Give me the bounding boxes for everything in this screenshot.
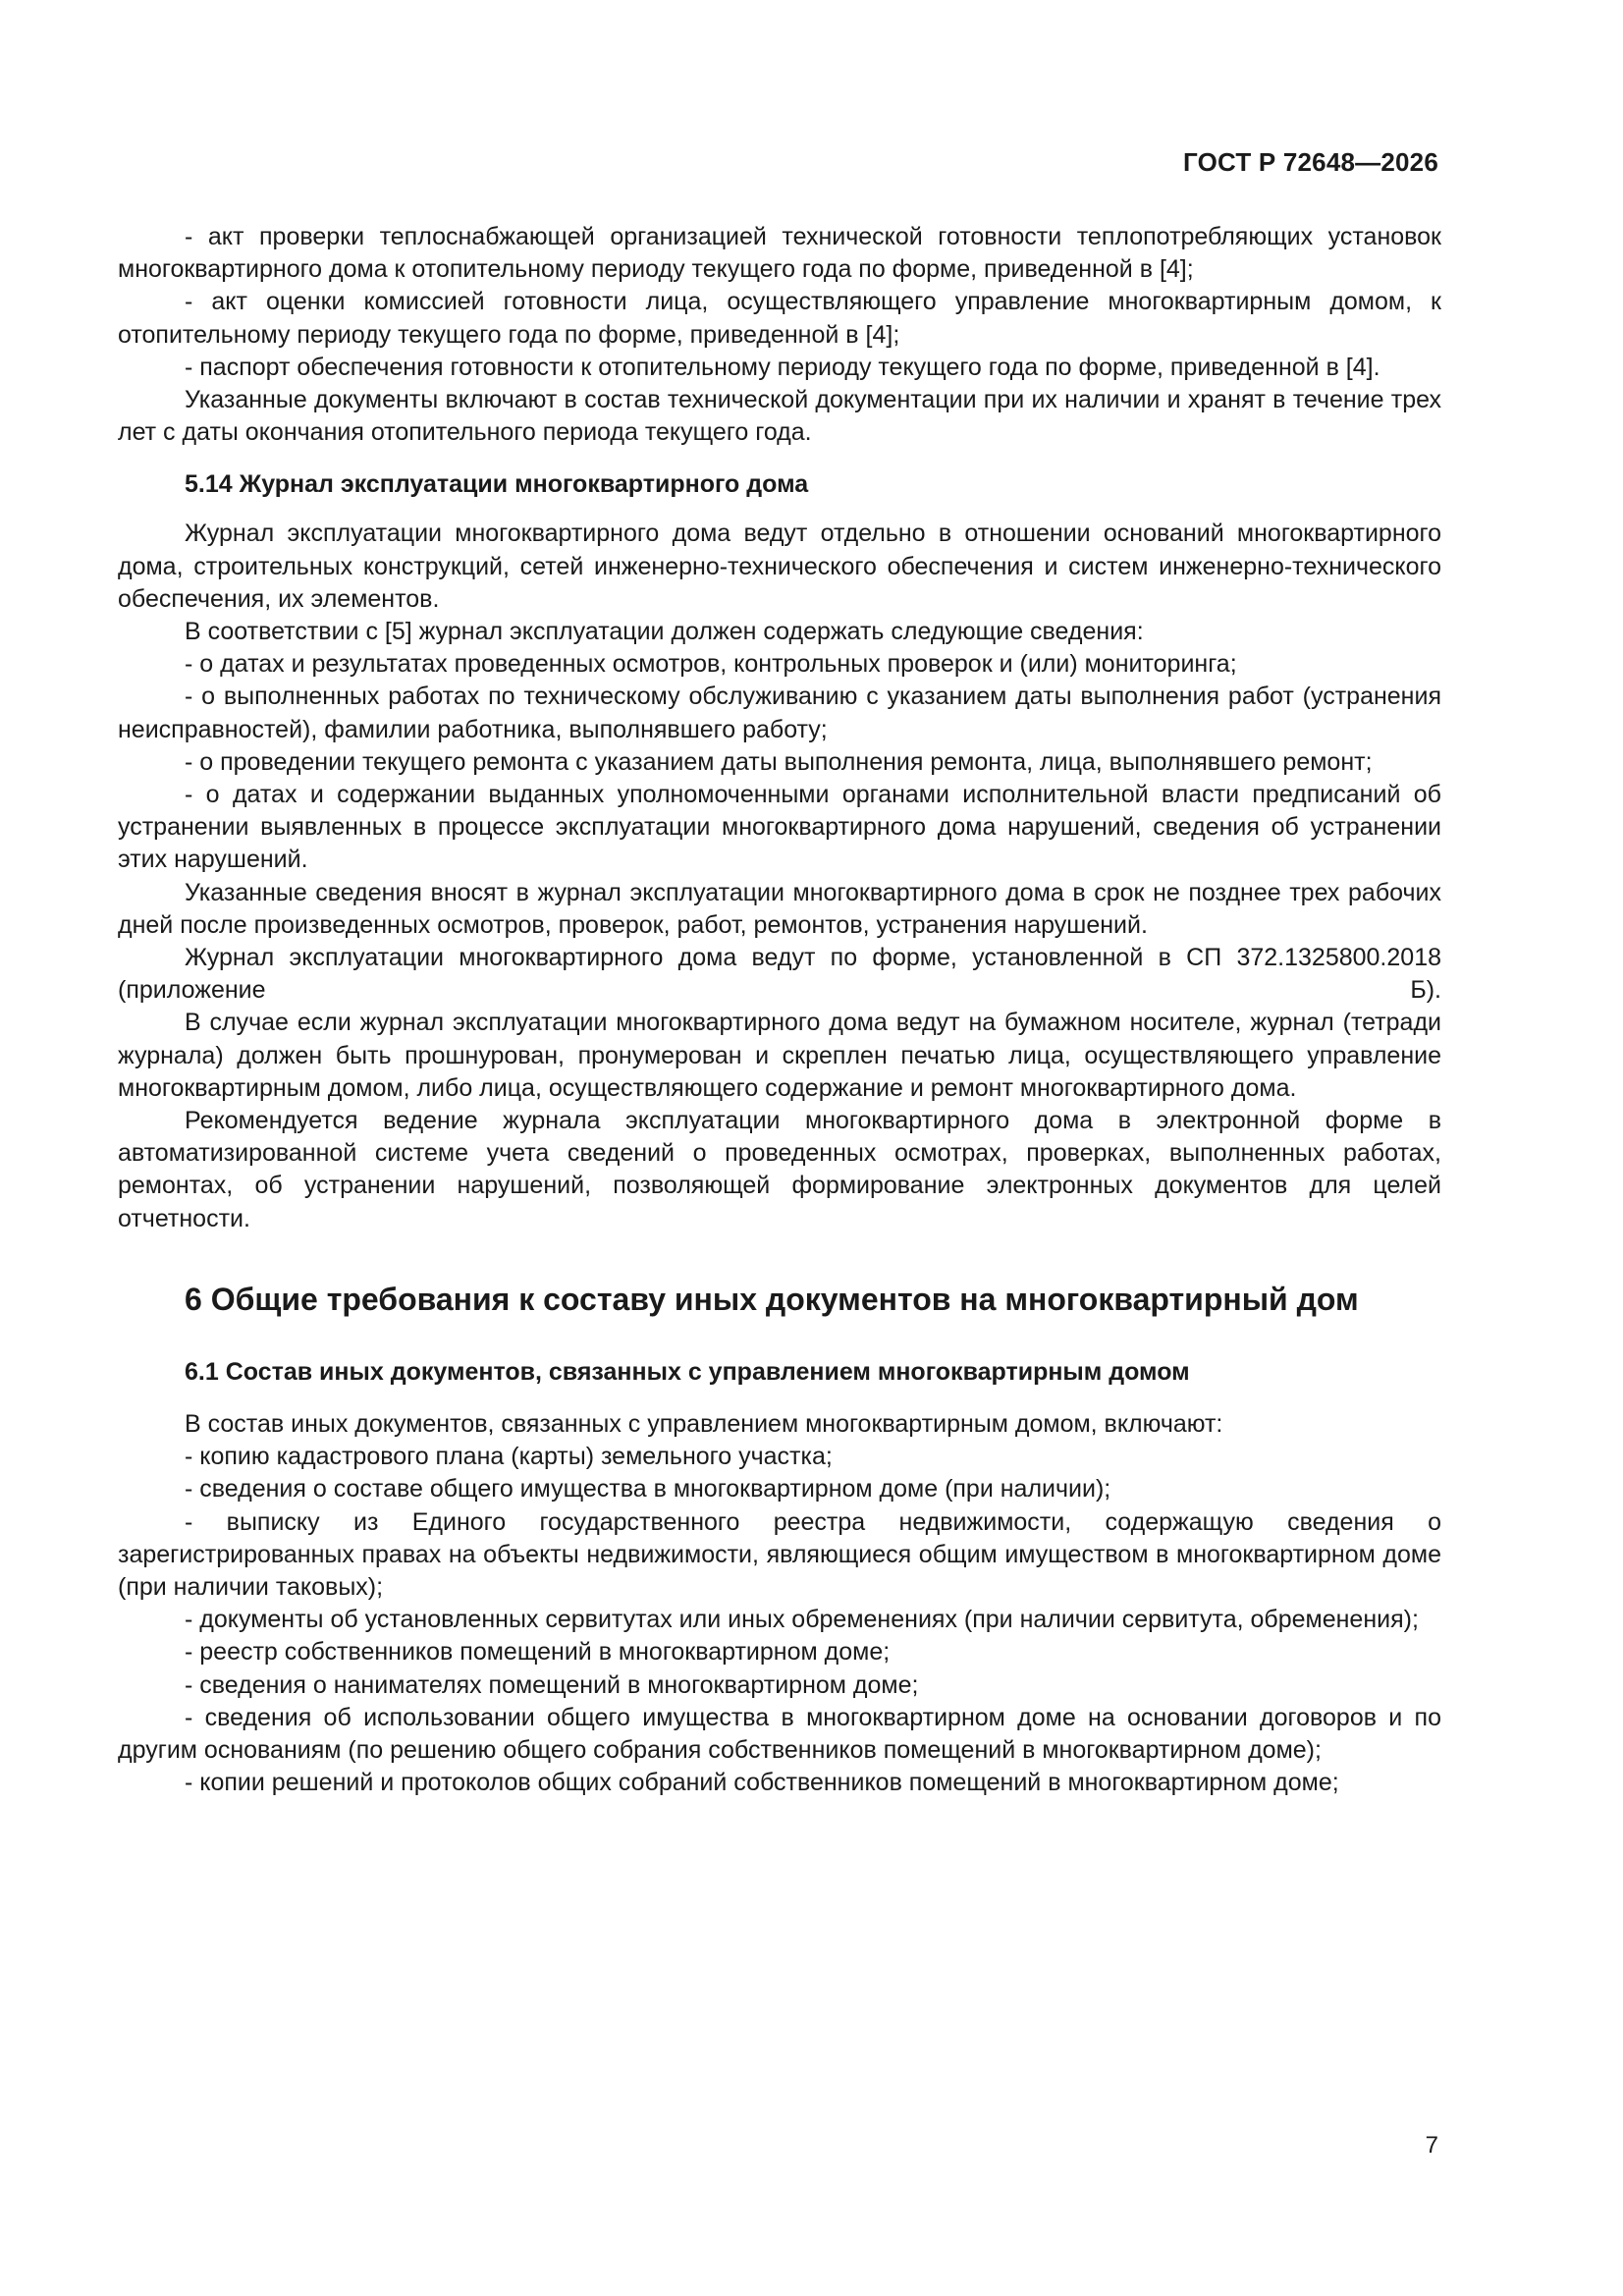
paragraph: В соответствии с [5] журнал эксплуатации должен содержать следующие сведения: xyxy=(185,618,1144,646)
list-item: - документы об установленных сервитутах или иных обременениях (при наличии сервитута, обременения); xyxy=(185,1606,1419,1634)
section-heading-6: 6 Общие требования к составу иных документов на многоквартирный дом xyxy=(185,1281,1359,1317)
list-item: - копии решений и протоколов общих собраний собственников помещений в многоквартирном доме; xyxy=(185,1769,1339,1797)
list-item: - сведения о составе общего имущества в многоквартирном доме (при наличии); xyxy=(185,1475,1111,1503)
list-item: - реестр собственников помещений в многоквартирном доме; xyxy=(185,1638,891,1667)
section-heading-6-1: 6.1 Состав иных документов, связанных с управлением многоквартирным домом xyxy=(185,1357,1190,1386)
paragraph: Рекомендуется ведение журнала эксплуатации многоквартирного дома в электронной форме в автоматизированной системе учета сведений о проведенных осмотрах, проверках, выполненных работах, ремонтах, об устранении нарушений, позволяющей формирование электронных документов для целей отчетности. xyxy=(118,1107,1441,1232)
list-item: - о датах и результатах проведенных осмотров, контрольных проверок и (или) мониторинга; xyxy=(185,650,1237,679)
list-item: - паспорт обеспечения готовности к отопительному периоду текущего года по форме, приведенной в [4]. xyxy=(185,353,1380,381)
list-item: - копию кадастрового плана (карты) земельного участка; xyxy=(185,1443,833,1471)
list-item: - выписку из Единого государственного реестра недвижимости, содержащую сведения о зарегистрированных правах на объекты недвижимости, являющиеся общим имуществом в многоквартирном доме (при наличии таковых); xyxy=(118,1507,1441,1601)
list-item: - о датах и содержании выданных уполномоченными органами исполнительной власти предписаний об устранении выявленных в процессе эксплуатации многоквартирного дома нарушений, сведения об устранении этих нарушений. xyxy=(118,781,1441,874)
list-item: - акт оценки комиссией готовности лица, осуществляющего управление многоквартирным домом, к отопительному периоду текущего года по форме, приведенной в [4]; xyxy=(118,288,1441,349)
document-code-header: ГОСТ Р 72648—2026 xyxy=(1183,147,1438,177)
list-item: - акт проверки теплоснабжающей организацией технической готовности теплопотребляющих установок многоквартирного дома к отопительному периоду текущего года по форме, приведенной в [4]; xyxy=(118,223,1441,284)
paragraph: Журнал эксплуатации многоквартирного дома ведут по форме, установленной в СП 372.1325800.2018 (приложение Б). xyxy=(118,944,1441,1005)
paragraph: Указанные сведения вносят в журнал эксплуатации многоквартирного дома в срок не позднее трех рабочих дней после произведенных осмотров, проверок, работ, ремонтов, устранения нарушений. xyxy=(118,878,1441,939)
paragraph: Указанные документы включают в состав технической документации при их наличии и хранят в течение трех лет с даты окончания отопительного периода текущего года. xyxy=(118,386,1441,447)
list-item: - сведения об использовании общего имущества в многоквартирном доме на основании договоров и по другим основаниям (по решению общего собрания собственников помещений в многоквартирном доме); xyxy=(118,1703,1441,1764)
page-content xyxy=(118,221,1441,1799)
section-heading-5-14: 5.14 Журнал эксплуатации многоквартирного дома xyxy=(185,470,809,499)
list-item: - о выполненных работах по техническому обслуживанию с указанием даты выполнения работ (устранения неисправностей), фамилии работника, выполнявшего работу; xyxy=(118,683,1441,743)
paragraph: Журнал эксплуатации многоквартирного дома ведут отдельно в отношении оснований многоквартирного дома, строительных конструкций, сетей инженерно-технического обеспечения и систем инженерно-технического обеспечения, их элементов. xyxy=(118,519,1441,613)
paragraph: В случае если журнал эксплуатации многоквартирного дома ведут на бумажном носителе, журнал (тетради журнала) должен быть прошнурован, пронумерован и скреплен печатью лица, осуществляющего управление многоквартирным домом, либо лица, осуществляющего содержание и ремонт многоквартирного дома. xyxy=(118,1009,1441,1102)
page-number: 7 xyxy=(1425,2132,1438,2159)
list-item: - сведения о нанимателях помещений в многоквартирном доме; xyxy=(185,1670,919,1699)
paragraph: В состав иных документов, связанных с управлением многоквартирным домом, включают: xyxy=(185,1409,1223,1438)
list-item: - о проведении текущего ремонта с указанием даты выполнения ремонта, лица, выполнявшего ремонт; xyxy=(185,747,1373,776)
